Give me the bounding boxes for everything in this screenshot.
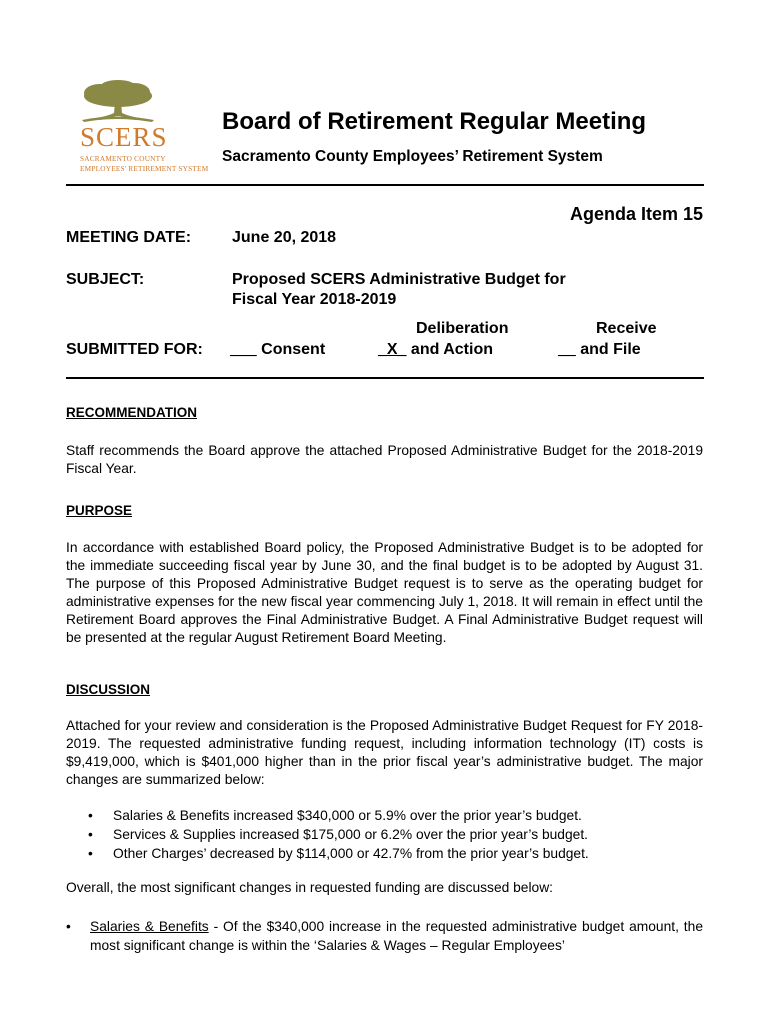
receive-label-bottom: and File <box>580 341 641 358</box>
detail-bullet-text <box>90 917 703 955</box>
logo-subtitle-line1: SACRAMENTO COUNTY <box>80 154 166 163</box>
agenda-item-label: Agenda Item 15 <box>569 204 703 224</box>
header-divider <box>66 184 704 186</box>
list-item <box>88 844 589 863</box>
list-item <box>88 825 589 844</box>
deliberation-label-top: Deliberation <box>416 320 509 337</box>
list-item-text: Services & Supplies increased $175,000 or 6.2% over the prior year’s budget. <box>113 827 588 842</box>
meeting-info-divider <box>66 377 704 379</box>
logo-subtitle-line2: EMPLOYEES' RETIREMENT SYSTEM <box>80 164 209 173</box>
subject-line-1: Proposed SCERS Administrative Budget for <box>232 271 566 288</box>
bullet-icon: • <box>66 919 71 934</box>
option-consent <box>230 340 325 360</box>
detail-bullet-term: Salaries & Benefits <box>90 919 209 934</box>
page-subtitle: Sacramento County Employees’ Retirement System <box>222 148 603 165</box>
list-item <box>88 806 589 825</box>
recommendation-text: Staff recommends the Board approve the attached Proposed Administrative Budget for the 2018-2019 Fiscal Year. <box>66 443 703 476</box>
scers-logo <box>76 80 209 178</box>
changes-list <box>88 806 589 863</box>
option-receive <box>558 340 641 360</box>
consent-blank: ___ <box>230 341 257 358</box>
logo-wordmark: SCERS <box>80 122 168 152</box>
bullet-icon: • <box>88 846 93 861</box>
bullet-icon: • <box>88 827 93 842</box>
detail-bullet <box>66 917 703 955</box>
meeting-date-value: June 20, 2018 <box>232 229 337 246</box>
discussion-heading: DISCUSSION <box>66 682 151 697</box>
subject-label: SUBJECT: <box>66 271 145 288</box>
page-title: Board of Retirement Regular Meeting <box>222 108 647 135</box>
meeting-date-label: MEETING DATE: <box>66 229 192 246</box>
discussion-text: Attached for your review and consideration is the Proposed Administrative Budget Request for FY 2018-2019. The requested administrative funding request, including information technology (IT) costs is $9,419,000, which is $401,000 higher than in the prior fiscal year’s administrative budget. The major changes are summarized below: <box>66 718 703 787</box>
receive-label-top: Receive <box>596 320 657 337</box>
receive-blank: __ <box>558 341 576 358</box>
purpose-text: In accordance with established Board policy, the Proposed Administrative Budget is to be adopted for the immediate succeeding fiscal year by June 30, and the final budget is to be adopted by August 31. The purpose of this Proposed Administrative Budget request is to serve as the operating budget for administrative expenses for the new fiscal year commencing July 1, 2018. It will remain in effect until the Retirement Board approves the Final Administrative Budget. A Final Administrative Budget request will be presented at the regular August Retirement Board Meeting. <box>66 540 703 645</box>
recommendation-heading: RECOMMENDATION <box>66 405 197 420</box>
deliberation-blank: _X_ <box>378 341 407 358</box>
subject-line-2: Fiscal Year 2018-2019 <box>232 291 397 308</box>
bullet-icon: • <box>88 808 93 823</box>
detail-bullet-body: - Of the $340,000 increase in the requested administrative budget amount, the most significant change is within the ‘Salaries & Wages – Regular Employees’ <box>90 919 703 953</box>
consent-label: Consent <box>261 341 326 358</box>
submitted-for-label: SUBMITTED FOR: <box>66 341 203 358</box>
purpose-heading: PURPOSE <box>66 503 133 518</box>
list-item-text: Salaries & Benefits increased $340,000 or 5.9% over the prior year’s budget. <box>113 808 582 823</box>
overall-text: Overall, the most significant changes in requested funding are discussed below: <box>66 880 554 895</box>
deliberation-label-bottom: and Action <box>410 341 493 358</box>
option-deliberation <box>378 340 493 360</box>
list-item-text: Other Charges’ decreased by $114,000 or 42.7% from the prior year’s budget. <box>113 846 589 861</box>
